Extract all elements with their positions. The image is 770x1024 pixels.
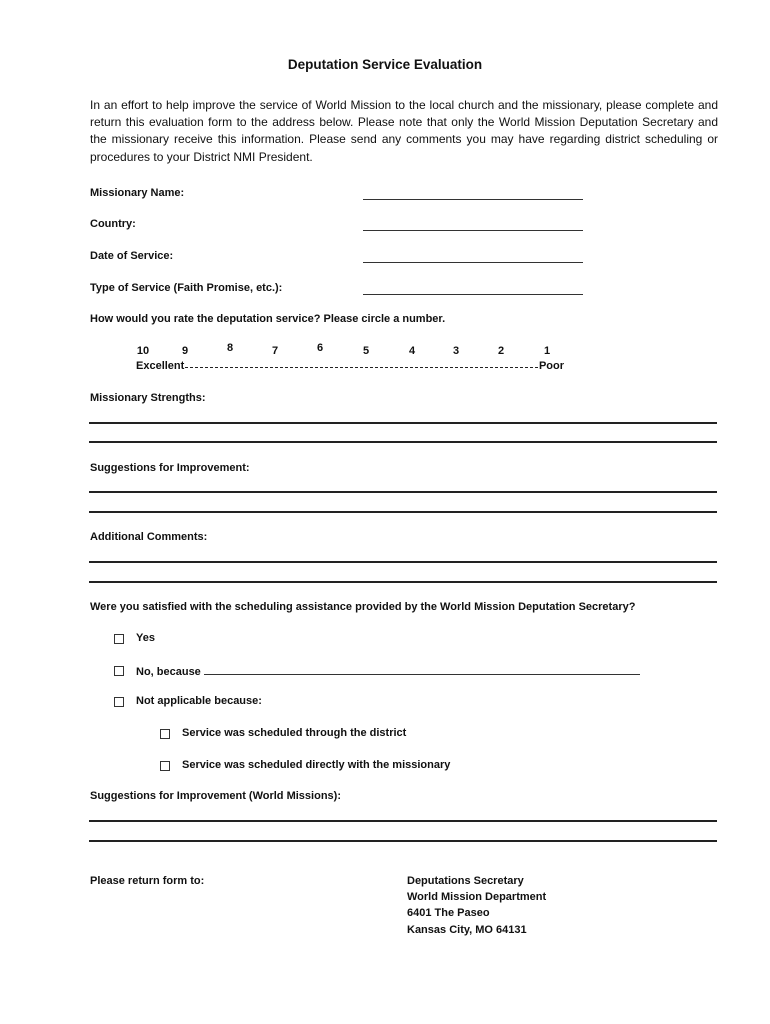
missionary-name-label: Missionary Name:: [90, 187, 185, 199]
rating-option-4[interactable]: 4: [408, 345, 416, 357]
country-field[interactable]: [363, 220, 583, 231]
rating-scale: [136, 360, 564, 372]
additional-line-2[interactable]: [89, 581, 717, 583]
no-reason-field[interactable]: [204, 664, 640, 675]
rating-option-9[interactable]: 9: [181, 345, 189, 357]
not-applicable-label: Not applicable because:: [136, 695, 262, 707]
district-label: Service was scheduled through the district: [182, 727, 407, 739]
suggestions-label: Suggestions for Improvement:: [90, 462, 250, 474]
rating-option-2[interactable]: 2: [497, 345, 505, 357]
address-line-1: Deputations Secretary: [407, 875, 524, 887]
missionary-name-field[interactable]: [363, 189, 583, 200]
additional-line-1[interactable]: [89, 561, 717, 563]
missionary-direct-label: Service was scheduled directly with the missionary: [182, 759, 451, 771]
no-option: [136, 664, 640, 678]
scale-left-label: Excellent: [136, 360, 185, 372]
strengths-line-2[interactable]: [89, 441, 717, 443]
address-line-4: Kansas City, MO 64131: [407, 923, 527, 936]
intro-paragraph: In an effort to help improve the service of World Mission to the local church and the missionary, please complete and return this evaluation form to the address below. Please note that only the World Mission Deputation Secretary and the missionary receive this information. Please send any comments you may have regarding district scheduling or procedures to your District NMI President.: [90, 98, 718, 164]
address-line-3: 6401 The Paseo: [407, 907, 490, 920]
not-applicable-checkbox[interactable]: [114, 697, 124, 707]
suggestions-line-1[interactable]: [89, 491, 717, 493]
type-of-service-field[interactable]: [363, 284, 583, 295]
rating-option-7[interactable]: 7: [271, 345, 279, 357]
address-line-2: World Mission Department: [407, 891, 547, 904]
wm-suggestions-label: Suggestions for Improvement (World Missions):: [90, 790, 341, 802]
yes-label: Yes: [136, 632, 155, 644]
rating-question: How would you rate the deputation service? Please circle a number.: [90, 313, 446, 325]
scale-right-label: Poor: [538, 360, 564, 372]
return-label: Please return form to:: [90, 875, 205, 887]
date-of-service-label: Date of Service:: [90, 250, 174, 262]
rating-option-1[interactable]: 1: [543, 345, 551, 357]
wm-suggestions-line-1[interactable]: [89, 820, 717, 822]
strengths-label: Missionary Strengths:: [90, 392, 206, 404]
additional-label: Additional Comments:: [90, 531, 208, 543]
scale-dashes: [185, 367, 538, 368]
wm-suggestions-line-2[interactable]: [89, 840, 717, 842]
rating-option-5[interactable]: 5: [362, 345, 370, 357]
yes-checkbox[interactable]: [114, 634, 124, 644]
rating-option-3[interactable]: 3: [452, 345, 460, 357]
country-label: Country:: [90, 218, 136, 230]
missionary-direct-checkbox[interactable]: [160, 761, 170, 771]
strengths-line-1[interactable]: [89, 422, 717, 424]
rating-option-8[interactable]: 8: [226, 342, 234, 354]
rating-option-10[interactable]: 10: [136, 345, 150, 357]
return-address: [407, 873, 546, 938]
satisfaction-question: Were you satisfied with the scheduling assistance provided by the World Mission Deputation Secretary?: [90, 601, 636, 613]
no-label: No, because: [136, 666, 201, 678]
suggestions-line-2[interactable]: [89, 511, 717, 513]
type-of-service-label: Type of Service (Faith Promise, etc.):: [90, 282, 283, 294]
rating-option-6[interactable]: 6: [316, 342, 324, 354]
no-checkbox[interactable]: [114, 666, 124, 676]
form-title: Deputation Service Evaluation: [287, 57, 483, 72]
district-checkbox[interactable]: [160, 729, 170, 739]
date-of-service-field[interactable]: [363, 252, 583, 263]
